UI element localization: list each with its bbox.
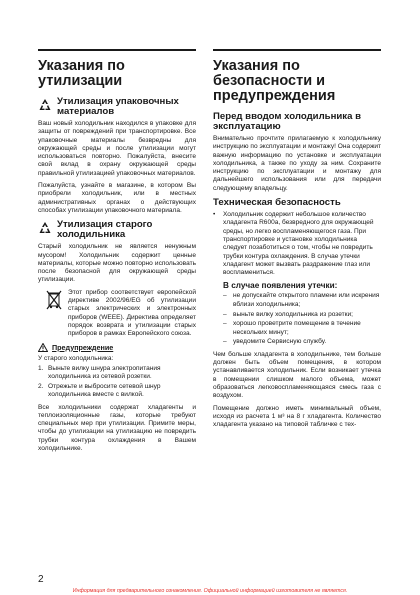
recycle-icon <box>38 221 52 235</box>
before-use-paragraph: Внимательно прочтите прилагаемую к холодильнику инструкцию по эксплуатации и монтажу! Она содержит важную информацию по установке и эксплуатации холодильника, а также по уходу за ним. Сохраните инструкцию по эксплуатации и монтажу для дальнейшего использования или для передачи следующему владельцу. <box>213 135 381 192</box>
before-use-heading: Перед вводом холодильника в эксплуатацию <box>213 111 361 132</box>
warning-steps <box>38 365 196 400</box>
list-item: • Холодильник содержит небольшое количество хладагента R600a, безвредного для окружающей среды, но легко воспламеняющегося газа. При транспортировке и установке холодильника следует позаботиться о том, чтобы не повредить трубки контура охлаждения. В случае утечки хладагент может вызвать раздражение глаз или воспламениться. <box>213 211 374 277</box>
old-fridge-paragraph: Старый холодильник не является ненужным мусором! Холодильник содержит ценные материалы, которые можно повторно использовать после безопасной для окружающей среды утилизации. <box>38 243 196 284</box>
warning-intro: У старого холодильника: <box>38 354 114 362</box>
warning-triangle-icon <box>38 343 48 352</box>
list-item: – выньте вилку холодильника из розетки; <box>223 310 353 318</box>
recycle-icon <box>38 98 52 112</box>
page-number: 2 <box>38 574 44 585</box>
volume-paragraph: Чем больше хладагента в холодильнике, тем больше должен быть объем помещения, в котором устанавливается холодильник. Если возникает утечка в помещении слишком малого объема, может образоваться легковоспламеняющаяся смесь газа с воздухом. <box>213 350 381 400</box>
list-item: – уведомите Сервисную службу. <box>223 338 327 346</box>
leak-block <box>213 281 381 346</box>
left-top-rule <box>38 49 196 51</box>
list-item: – хорошо проветрите помещение в течение нескольких минут; <box>223 320 361 336</box>
footnote: Информация для предварительного ознакомления. Официальной информацией изготовителя не является. <box>72 588 348 594</box>
warning-header <box>38 343 196 352</box>
warning-label: Предупреждение <box>52 342 114 352</box>
old-fridge-heading: Утилизация старого холодильника <box>57 219 153 241</box>
packaging-heading: Утилизация упаковочных материалов <box>57 96 179 117</box>
right-title: Указания по безопасности и предупреждения <box>213 58 336 104</box>
right-column <box>213 52 381 433</box>
packaging-section-header <box>38 97 196 117</box>
old-fridge-section-header <box>38 220 196 240</box>
weee-block <box>38 289 196 339</box>
tech-safety-list <box>213 211 381 277</box>
weee-text: Этот прибор соответствует европейской директиве 2002/96/EG об утилизации старых электрических и электронных приборов (WEEE). Директива определяет порядок возврата и утилизации старых приборов в рамках Европейского союза. <box>68 288 196 338</box>
leak-list <box>223 292 381 346</box>
crossed-bin-icon <box>46 290 62 310</box>
room-paragraph: Помещение должно иметь минимальный объем, исходя из расчета 1 м³ на 8 г хладагента. Количество хладагента указано на типовой табличке с тех- <box>213 404 381 429</box>
closing-paragraph: Все холодильники содержат хладагенты и теплоизоляционные газы, которые требуют специальных мер при утилизации. Примите меры, чтобы до утилизации на утилизацию не повредить трубки контура охлаждения в Вашем холодильнике. <box>38 403 196 452</box>
packaging-paragraph-1: Ваш новый холодильник находился в упаковке для защиты от повреждений при транспортировке. Все упаковочные материалы безвредны для окружающей среды и после утилизации могут использоваться повторно. Пожалуйста, внесите свой вклад в охрану окружающей среды правильной утилизацией упаковочных материалов. <box>38 120 196 177</box>
right-top-rule <box>213 49 381 51</box>
tech-safety-heading: Техническая безопасность <box>213 197 341 209</box>
list-item: – не допускайте открытого пламени или искрения вблизи холодильника; <box>223 292 380 308</box>
left-column <box>38 52 196 457</box>
list-item: 2. Отрежьте и выбросите сетевой шнур холодильника вместе с вилкой. <box>38 382 161 399</box>
leak-heading: В случае появления утечки: <box>223 281 338 291</box>
left-title: Указания по утилизации <box>38 58 125 89</box>
list-item: 1. Выньте вилку шнура электропитания холодильника из сетевой розетки. <box>38 364 161 381</box>
packaging-paragraph-2: Пожалуйста, узнайте в магазине, в котором Вы приобрели холодильник, или в местных административных органах о действующих способах утилизации упаковочного материала. <box>38 182 196 214</box>
